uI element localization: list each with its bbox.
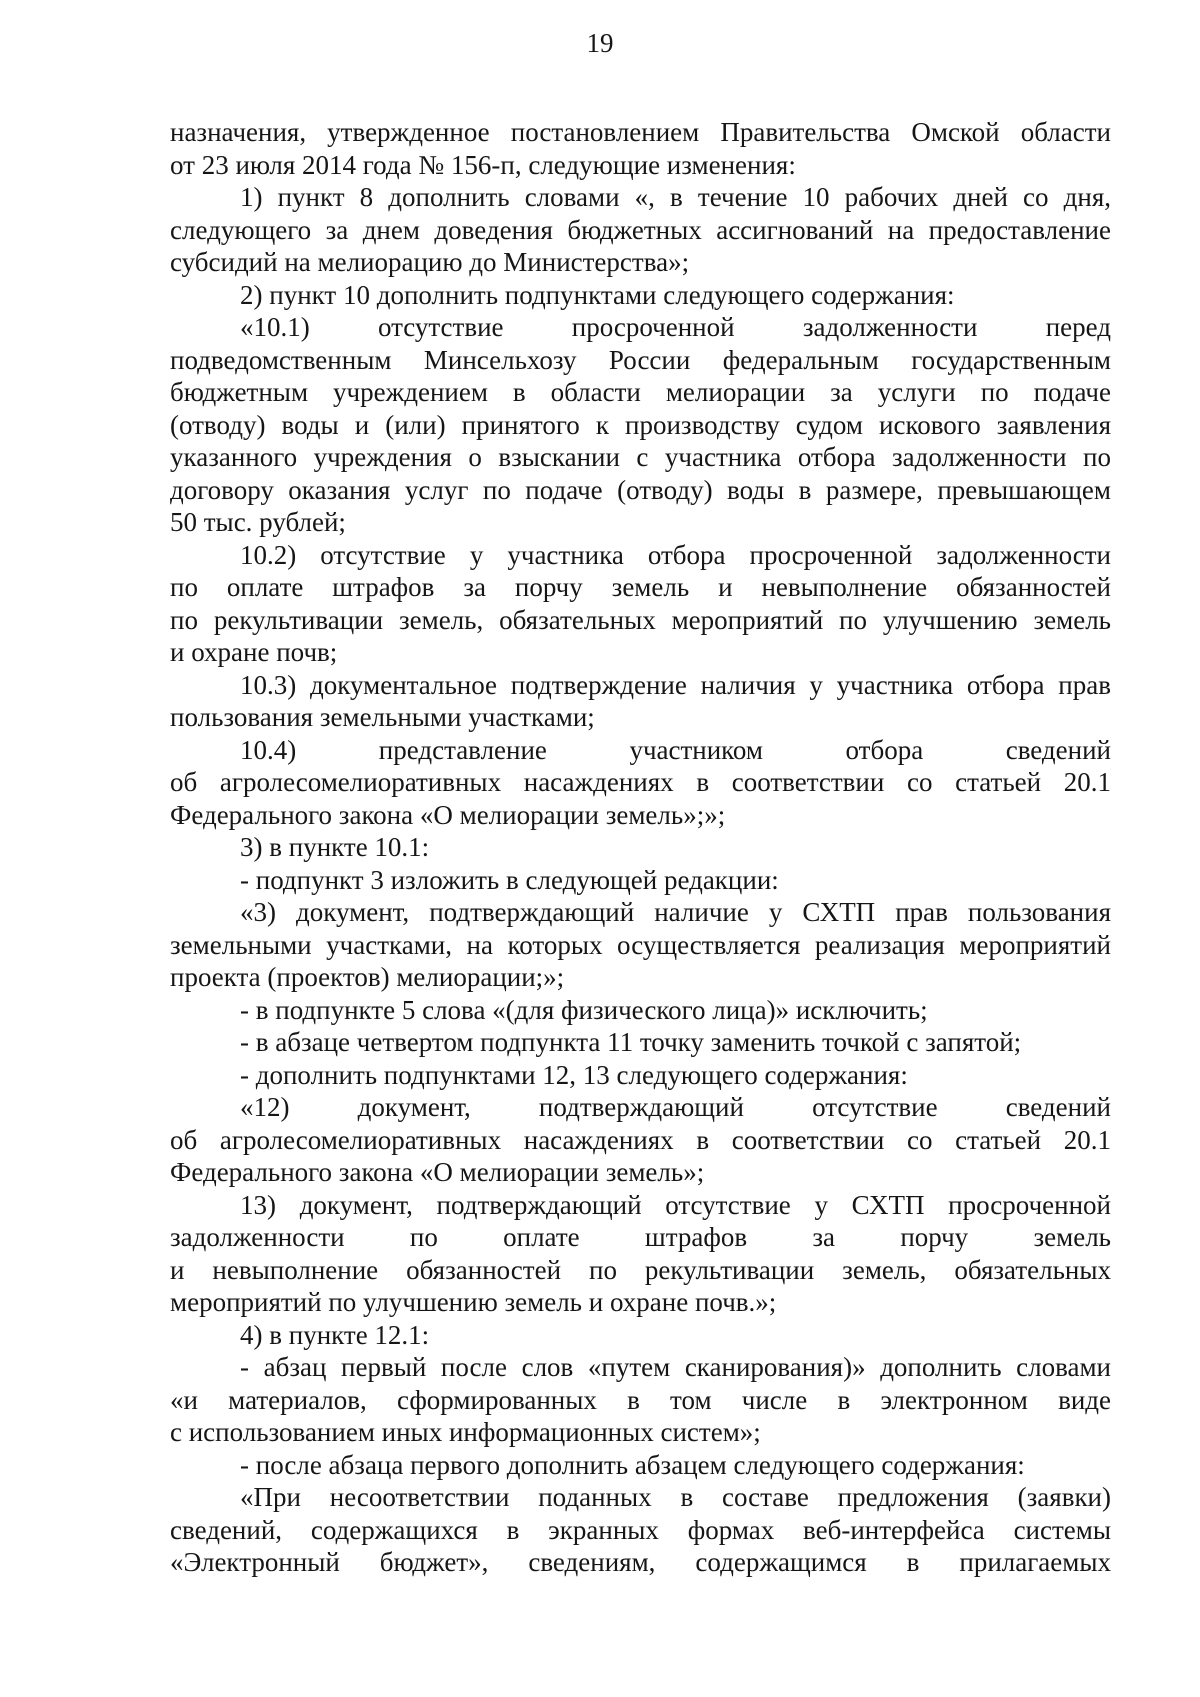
text-line: подведомственным Минсельхозу России федеральным государственным [170,344,1111,375]
text-line: - после абзаца первого дополнить абзацем следующего содержания: [240,1449,1025,1480]
text-line: пользования земельными участками; [170,702,595,732]
text-line: договору оказания услуг по подаче (отводу) воды в размере, превышающем [170,474,1111,505]
text-line: 1) пункт 8 дополнить словами «, в течение 10 рабочих дней со дня, [240,182,1111,212]
text-line: «12) документ, подтверждающий отсутствие сведений [240,1092,1111,1122]
text-line: 10.2) отсутствие у участника отбора просроченной задолженности [240,539,1111,570]
text-line: и невыполнение обязанностей по рекультивации земель, обязательных [170,1254,1111,1285]
text-line: «и материалов, сформированных в том числе в электронном виде [170,1384,1111,1415]
text-line: проекта (проектов) мелиорации;»; [170,962,565,992]
text-line: с использованием иных информационных систем»; [170,1417,761,1447]
text-line: от 23 июля 2014 года № 156-п, следующие изменения: [170,149,796,180]
text-line: сведений, содержащихся в экранных формах веб-интерфейса системы [170,1514,1111,1545]
text-line: - абзац первый после слов «путем сканирования)» дополнить словами [240,1352,1111,1382]
text-line: об агролесомелиоративных насаждениях в соответствии со статьей 20.1 [170,1124,1111,1155]
text-line: 10.3) документальное подтверждение наличия у участника отбора прав [240,669,1111,700]
text-line: задолженности по оплате штрафов за порчу земель [170,1222,1111,1252]
text-line: Федерального закона «О мелиорации земель»; [170,1157,705,1187]
text-line: об агролесомелиоративных насаждениях в соответствии со статьей 20.1 [170,767,1111,797]
text-line: следующего за днем доведения бюджетных ассигнований на предоставление [170,214,1111,245]
text-line: и охране почв; [170,637,338,667]
text-line: - в подпункте 5 слова «(для физического лица)» исключить; [240,994,928,1025]
text-line: - дополнить подпунктами 12, 13 следующего содержания: [240,1059,908,1090]
text-line: 2) пункт 10 дополнить подпунктами следующего содержания: [240,279,955,310]
text-line: «3) документ, подтверждающий наличие у СХТП прав пользования [240,897,1111,927]
text-line: «Электронный бюджет», сведениям, содержащимся в прилагаемых [170,1547,1111,1577]
text-line: - в абзаце четвертом подпункта 11 точку заменить точкой с запятой; [240,1027,1022,1057]
text-line: «При несоответствии поданных в составе предложения (заявки) [240,1482,1111,1512]
text-line: указанного учреждения о взыскании с участника отбора задолженности по [170,442,1111,472]
text-line: Федерального закона «О мелиорации земель»;»; [170,799,726,830]
text-line: «10.1) отсутствие просроченной задолженности перед [240,312,1111,342]
text-line: земельными участками, на которых осуществляется реализация мероприятий [170,929,1111,960]
text-line: 3) в пункте 10.1: [240,832,430,862]
text-line: (отводу) воды и (или) принятого к производству судом искового заявления [170,409,1111,440]
text-line: субсидий на мелиорацию до Министерства»; [170,247,690,277]
text-line: мероприятий по улучшению земель и охране почв.»; [170,1287,777,1317]
text-line: назначения, утвержденное постановлением Правительства Омской области [170,117,1111,147]
text-line: бюджетным учреждением в области мелиорации за услуги по подаче [170,377,1111,407]
text-line: по оплате штрафов за порчу земель и невыполнение обязанностей [170,572,1111,602]
text-line: 50 тыс. рублей; [170,507,346,537]
text-line: 13) документ, подтверждающий отсутствие у СХТП просроченной [240,1189,1111,1220]
page-number: 19 [586,28,614,58]
text-line: 4) в пункте 12.1: [240,1319,430,1350]
text-line: по рекультивации земель, обязательных мероприятий по улучшению земель [170,604,1111,635]
text-line: - подпункт 3 изложить в следующей редакции: [240,864,779,895]
document-body [170,116,1111,1579]
text-line: 10.4) представление участником отбора сведений [240,734,1111,765]
